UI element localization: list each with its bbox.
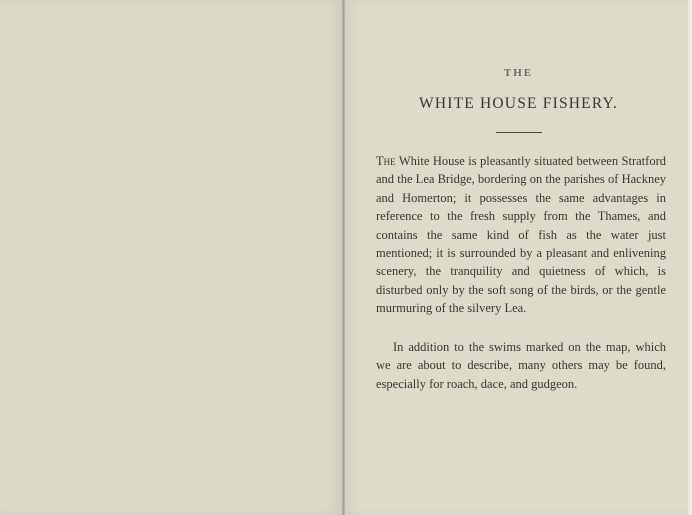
paragraph-1 xyxy=(376,152,666,318)
right-page xyxy=(345,0,692,515)
paragraph-1-body: White House is pleasantly situated between Stratford and the Lea Bridge, bordering on the parishes of Hackney and Homerton; it possesses the same advantages in reference to the fresh supply from the Thames, and contains the same kind of fish as the water just mentioned; it is surrounded by a pleasant and enlivening scenery, the tranquility and quietness of which, is disturbed only by the soft song of the birds, or the gentle murmuring of the silvery Lea. xyxy=(376,154,666,316)
chapter-heading-small: THE xyxy=(503,67,534,79)
left-page xyxy=(0,0,342,515)
title-rule xyxy=(496,132,542,133)
page-edge xyxy=(688,0,692,515)
paragraph-1-lead: The xyxy=(376,154,396,168)
chapter-title: WHITE HOUSE FISHERY. xyxy=(419,95,618,112)
paragraph-2: In addition to the swims marked on the map, which we are about to describe, many others may be found, especially for roach, dace, and gudgeon. xyxy=(376,340,666,391)
